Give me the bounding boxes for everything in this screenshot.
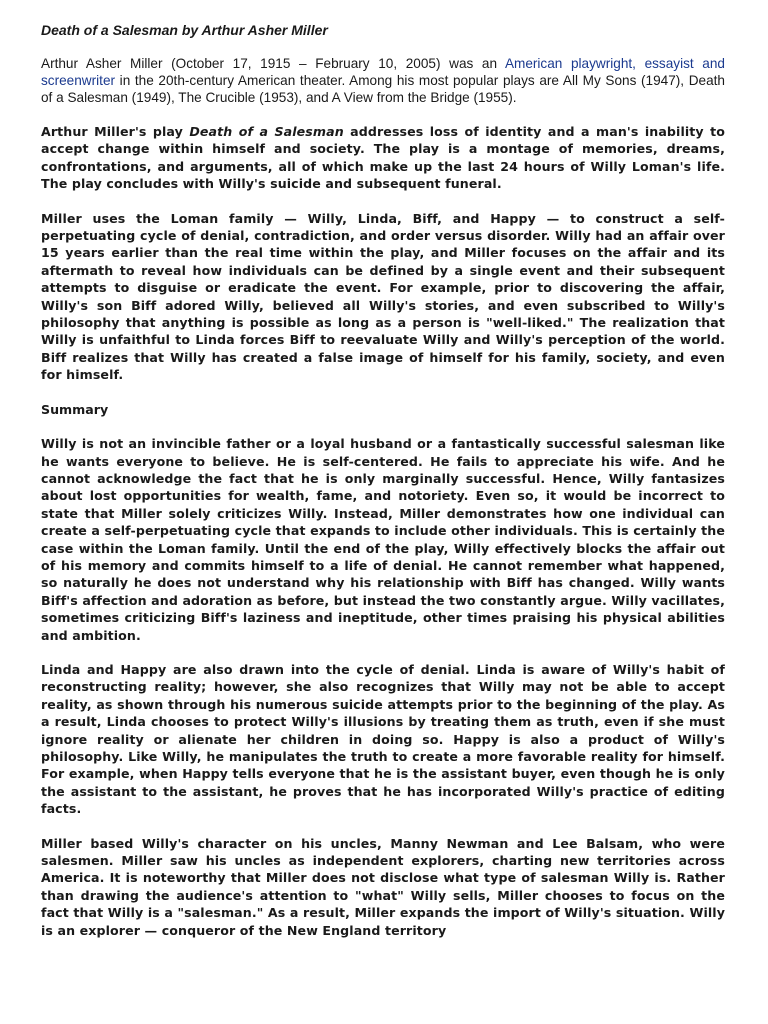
document-title: Death of a Salesman by Arthur Asher Miller: [41, 22, 328, 38]
paragraph-5: Miller based Willy's character on his uncles, Manny Newman and Lee Balsam, who were salesmen. Miller saw his uncles as independent explorers, charting new territories across America. It is noteworthy that Miller does not disclose what type of salesman Willy is. Rather than drawing the audience's attention to "what" Willy sells, Miller chooses to focus on the fact that Willy is a "salesman." As a result, Miller expands the import of Willy's situation. Willy is an explorer — conqueror of the New England territory: [41, 835, 725, 938]
paragraph-2: Miller uses the Loman family — Willy, Linda, Biff, and Happy — to construct a self-perpetuating cycle of denial, contradiction, and order versus disorder. Willy had an affair over 15 years earlier than the real time within the play, and Miller focuses on the affair and its aftermath to reveal how individuals can be defined by a single event and their subsequent attempts to disguise or eradicate the event. For example, prior to discovering the affair, Willy's son Biff adored Willy, believed all Willy's stories, and even subscribed to Willy's philosophy that anything is possible as long as a person is "well-liked." The realization that Willy is unfaithful to Linda forces Biff to reevaluate Willy and Willy's perception of the world. Biff realizes that Willy has created a false image of himself for his family, society, and even for himself.: [41, 210, 725, 383]
paragraph-1: [41, 123, 725, 193]
paragraph-1-after: addresses loss of identity and a man's inability to accept change within himself and society. The play is a montage of memories, dreams, confrontations, and arguments, all of which make up the last 24 hours of Willy Loman's life. The play concludes with Willy's suicide and subsequent funeral.: [41, 124, 725, 192]
intro-text-2: in the 20th-century American theater. Among his most popular plays are All My Sons (1947), Death of a Salesman (1949), The Crucible (1953), and A View from the Bridge (1955).: [41, 73, 725, 105]
playwright-link[interactable]: American playwright, essayist and screenwriter: [41, 56, 725, 88]
paragraph-4: Linda and Happy are also drawn into the cycle of denial. Linda is aware of Willy's habit of reconstructing reality; however, she also recognizes that Willy may not be able to accept reality, as shown through his numerous suicide attempts prior to the beginning of the play. As a result, Linda chooses to protect Willy's illusions by treating them as truth, even if she must ignore reality or alienate her children in doing so. Happy is also a product of Willy's philosophy. Like Willy, he manipulates the truth to create a more favorable reality for himself. For example, when Happy tells everyone that he is the assistant buyer, even though he is only the assistant to the assistant, he proves that he has incorporated Willy's practice of editing facts.: [41, 661, 725, 817]
play-title-italic: Death of a Salesman: [189, 124, 344, 139]
paragraph-1-before: Arthur Miller's play: [41, 124, 190, 139]
document-page: [41, 22, 725, 956]
paragraph-3: Willy is not an invincible father or a loyal husband or a fantastically successful salesman like he wants everyone to believe. He is self-centered. He fails to appreciate his wife. And he cannot acknowledge the fact that he is only marginally successful. Hence, Willy fantasizes about lost opportunities for wealth, fame, and notoriety. Even so, it would be incorrect to state that Miller solely criticizes Willy. Instead, Miller demonstrates how one individual can create a self-perpetuating cycle that expands to include other individuals. This is certainly the case within the Loman family. Until the end of the play, Willy effectively blocks the affair out of his memory and commits himself to a life of denial. He cannot remember what happened, so naturally he does not understand why his relationship with Biff has changed. Willy wants Biff's affection and adoration as before, but instead the two constantly argue. Willy vacillates, sometimes criticizing Biff's laziness and ineptitude, other times praising his physical abilities and ambition.: [41, 436, 725, 643]
intro-paragraph: [41, 55, 725, 106]
summary-heading: Summary: [41, 401, 109, 417]
intro-text-1: Arthur Asher Miller (October 17, 1915 – February 10, 2005) was an: [41, 56, 505, 71]
